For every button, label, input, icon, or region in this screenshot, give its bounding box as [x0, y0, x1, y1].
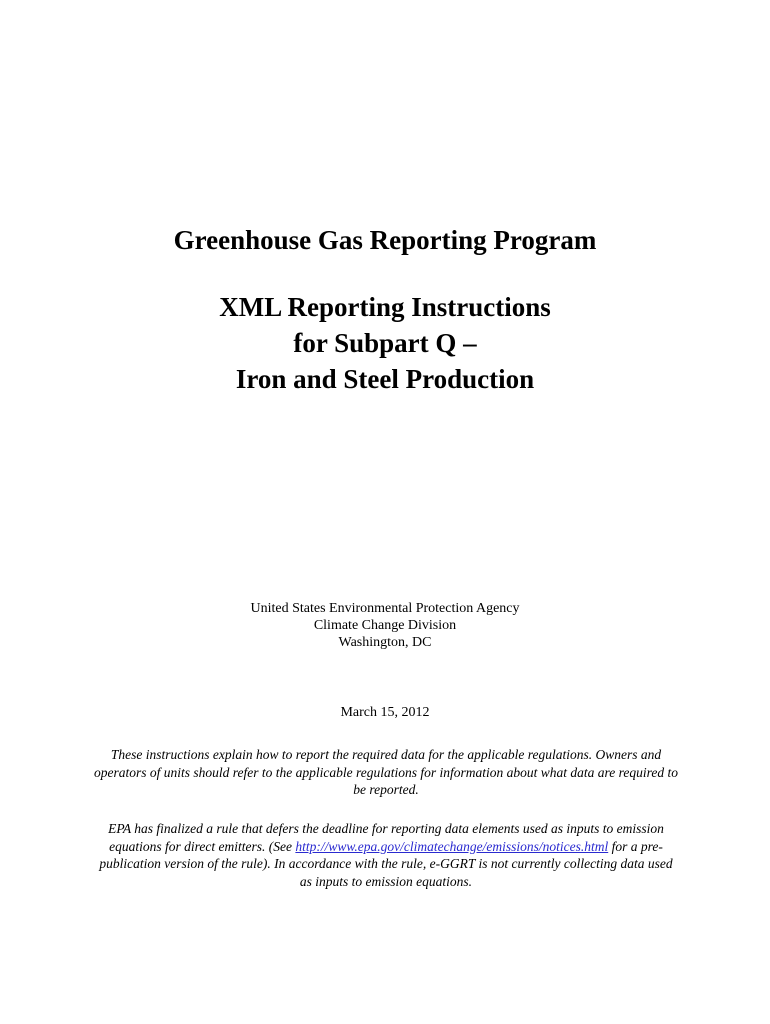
agency-location: Washington, DC: [338, 635, 432, 650]
deferral-notice-text-after: for a pre-publication version of the rule). In accordance with the rule, e-GGRT is not currently collecting data used as inputs to emission equations.: [99, 838, 673, 889]
deferral-notice-paragraph: [96, 820, 676, 890]
division-name: Climate Change Division: [313, 618, 457, 633]
document-subtitle: [0, 289, 770, 397]
subtitle-line-2: for Subpart Q –: [293, 328, 477, 358]
notices-link[interactable]: http://www.epa.gov/climatechange/emissions/notices.html: [295, 838, 609, 854]
agency-name: United States Environmental Protection Agency: [250, 601, 520, 616]
agency-block: [0, 600, 770, 651]
instructions-paragraph: These instructions explain how to report the required data for the applicable regulations. Owners and operators of units should refer to the applicable regulations for information about what data are required to be reported.: [94, 747, 678, 797]
subtitle-line-1: XML Reporting Instructions: [219, 292, 551, 322]
program-title: Greenhouse Gas Reporting Program: [173, 225, 597, 255]
deferral-notice-text-before: EPA has finalized a rule that defers the deadline for reporting data elements used as inputs to emission equations for direct emitters. (See: [108, 821, 664, 854]
document-date: March 15, 2012: [340, 705, 430, 720]
subtitle-line-3: Iron and Steel Production: [235, 364, 535, 394]
